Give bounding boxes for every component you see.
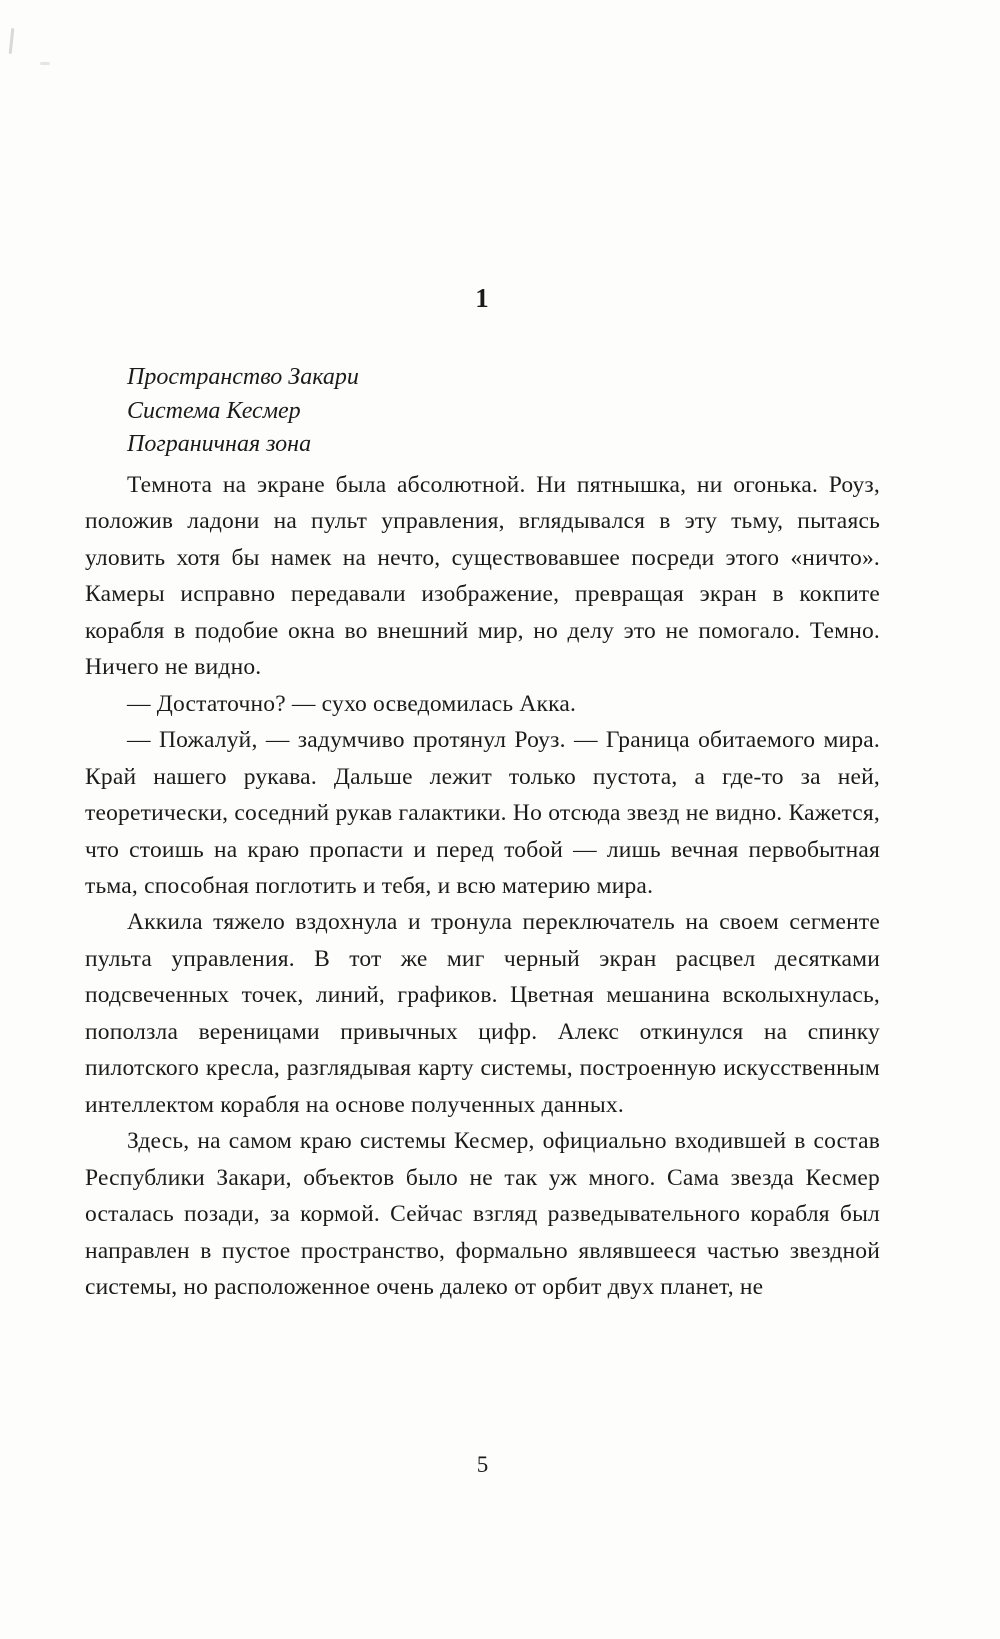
scan-artifact bbox=[9, 28, 15, 54]
body-text-block bbox=[85, 467, 880, 1305]
body-paragraph: — Достаточно? — сухо осведомилась Акка. bbox=[127, 690, 577, 717]
scene-setting-line: Пограничная зона bbox=[127, 431, 312, 457]
scan-artifact bbox=[40, 62, 50, 65]
body-paragraph: Здесь, на самом краю системы Кесмер, официально входившей в состав Республики Закари, объектов было не так уж много. Сама звезда Кесмер осталась позади, за кормой. Сейчас взгляд разведывательного корабля был направлен в пустое пространство, формально являвшееся частью звездной системы, но расположенное очень далеко от орбит двух планет, не bbox=[85, 1128, 880, 1300]
scene-setting-line: Пространство Закари bbox=[127, 364, 359, 390]
chapter-number: 1 bbox=[475, 283, 490, 313]
page-number: 5 bbox=[476, 1452, 489, 1477]
body-paragraph: Аккила тяжело вздохнула и тронула переключатель на своем сегменте пульта управления. В тот же миг черный экран расцвел десятками подсвеченных точек, линий, графиков. Цветная мешанина всколыхнулась, поползла вереницами привычных цифр. Алекс откинулся на спинку пилотского кресла, разглядывая карту системы, построенную искусственным интеллектом корабля на основе полученных данных. bbox=[85, 909, 880, 1118]
body-paragraph: — Пожалуй, — задумчиво протянул Роуз. — Граница обитаемого мира. Край нашего рукава. Дальше лежит только пустота, а где-то за ней, теоретически, соседний рукав галактики. Но отсюда звезд не видно. Кажется, что стоишь на краю пропасти и перед тобой — лишь вечная первобытная тьма, способная поглотить и тебя, и всю материю мира. bbox=[85, 727, 880, 899]
scene-setting-line: Система Кесмер bbox=[127, 397, 301, 424]
body-paragraph: Темнота на экране была абсолютной. Ни пятнышка, ни огонька. Роуз, положив ладони на пульт управления, вглядывался в эту тьму, пытаясь уловить хотя бы намек на нечто, существовавшее посреди этого «ничто». Камеры исправно передавали изображение, превращая экран в кокпите корабля в подобие окна во внешний мир, но делу это не помогало. Темно. Ничего не видно. bbox=[85, 472, 880, 681]
scene-setting-block bbox=[127, 361, 359, 462]
